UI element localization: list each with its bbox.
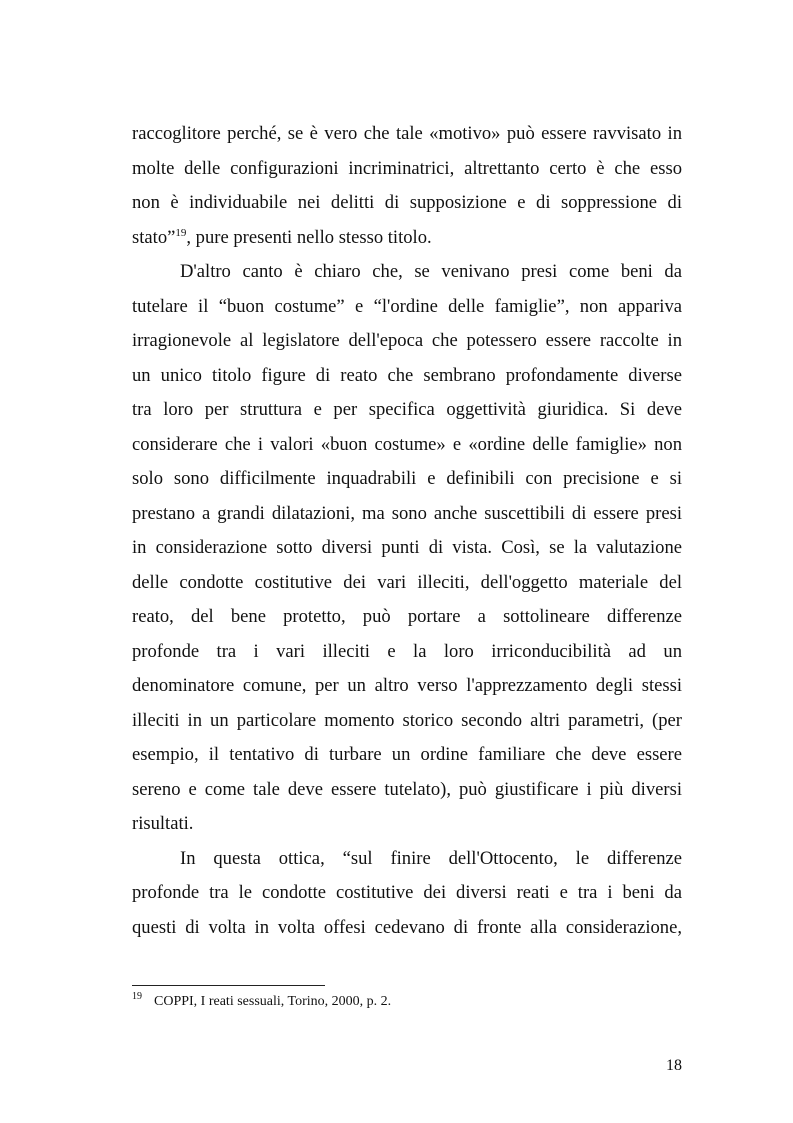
paragraph-start-line: D'altro canto è chiaro che, se venivano presi come beni da bbox=[180, 261, 682, 282]
text-line: profonde tra le condotte costitutive dei diversi reati e tra i beni da bbox=[132, 882, 682, 903]
page-number: 18 bbox=[666, 1057, 682, 1074]
body-text bbox=[132, 117, 682, 945]
text-line: raccoglitore perché, se è vero che tale «motivo» può essere ravvisato in bbox=[132, 123, 682, 144]
footnote: 19 COPPI, I reati sessuali, Torino, 2000, p. 2. bbox=[132, 991, 392, 1009]
footnote-reference: 19 bbox=[175, 226, 187, 239]
text-line: illeciti in un particolare momento storico secondo altri parametri, (per bbox=[132, 709, 682, 731]
text-line: profonde tra i vari illeciti e la loro irriconducibilità ad un bbox=[132, 640, 682, 662]
text-line bbox=[132, 221, 682, 256]
footnote-separator bbox=[132, 985, 325, 986]
paragraph-start-line: In questa ottica, “sul finire dell'Ottocento, le differenze bbox=[180, 847, 682, 869]
text-fragment: stato” bbox=[132, 226, 176, 248]
text-line: risultati. bbox=[132, 813, 194, 834]
text-line: prestano a grandi dilatazioni, ma sono anche suscettibili di essere presi bbox=[132, 502, 682, 524]
text-line: non è individuabile nei delitti di supposizione e di soppressione di bbox=[132, 192, 682, 213]
text-line: in considerazione sotto diversi punti di vista. Così, se la valutazione bbox=[132, 537, 682, 558]
text-line: reato, del bene protetto, può portare a sottolineare differenze bbox=[132, 606, 682, 627]
text-fragment: , pure presenti nello stesso titolo. bbox=[186, 226, 432, 248]
text-line: esempio, il tentativo di turbare un ordine familiare che deve essere bbox=[132, 744, 682, 765]
text-line: tra loro per struttura e per specifica oggettività giuridica. Si deve bbox=[132, 399, 682, 420]
text-line: solo sono difficilmente inquadrabili e definibili con precisione e si bbox=[132, 468, 682, 489]
text-line: questi di volta in volta offesi cedevano di fronte alla considerazione, bbox=[132, 916, 682, 938]
text-line: sereno e come tale deve essere tutelato), può giustificare i più diversi bbox=[132, 778, 682, 800]
text-line: molte delle configurazioni incriminatrici, altrettanto certo è che esso bbox=[132, 157, 682, 179]
text-line: delle condotte costitutive dei vari illeciti, dell'oggetto materiale del bbox=[132, 571, 682, 593]
text-line: considerare che i valori «buon costume» e «ordine delle famiglie» non bbox=[132, 433, 682, 455]
text-line: tutelare il “buon costume” e “l'ordine delle famiglie”, non appariva bbox=[132, 295, 682, 317]
footnote-text: COPPI, I reati sessuali, Torino, 2000, p. 2. bbox=[154, 994, 392, 1009]
text-line: denominatore comune, per un altro verso l'apprezzamento degli stessi bbox=[132, 675, 682, 696]
text-line: un unico titolo figure di reato che sembrano profondamente diverse bbox=[132, 364, 682, 386]
text-line: irragionevole al legislatore dell'epoca che potessero essere raccolte in bbox=[132, 330, 682, 351]
